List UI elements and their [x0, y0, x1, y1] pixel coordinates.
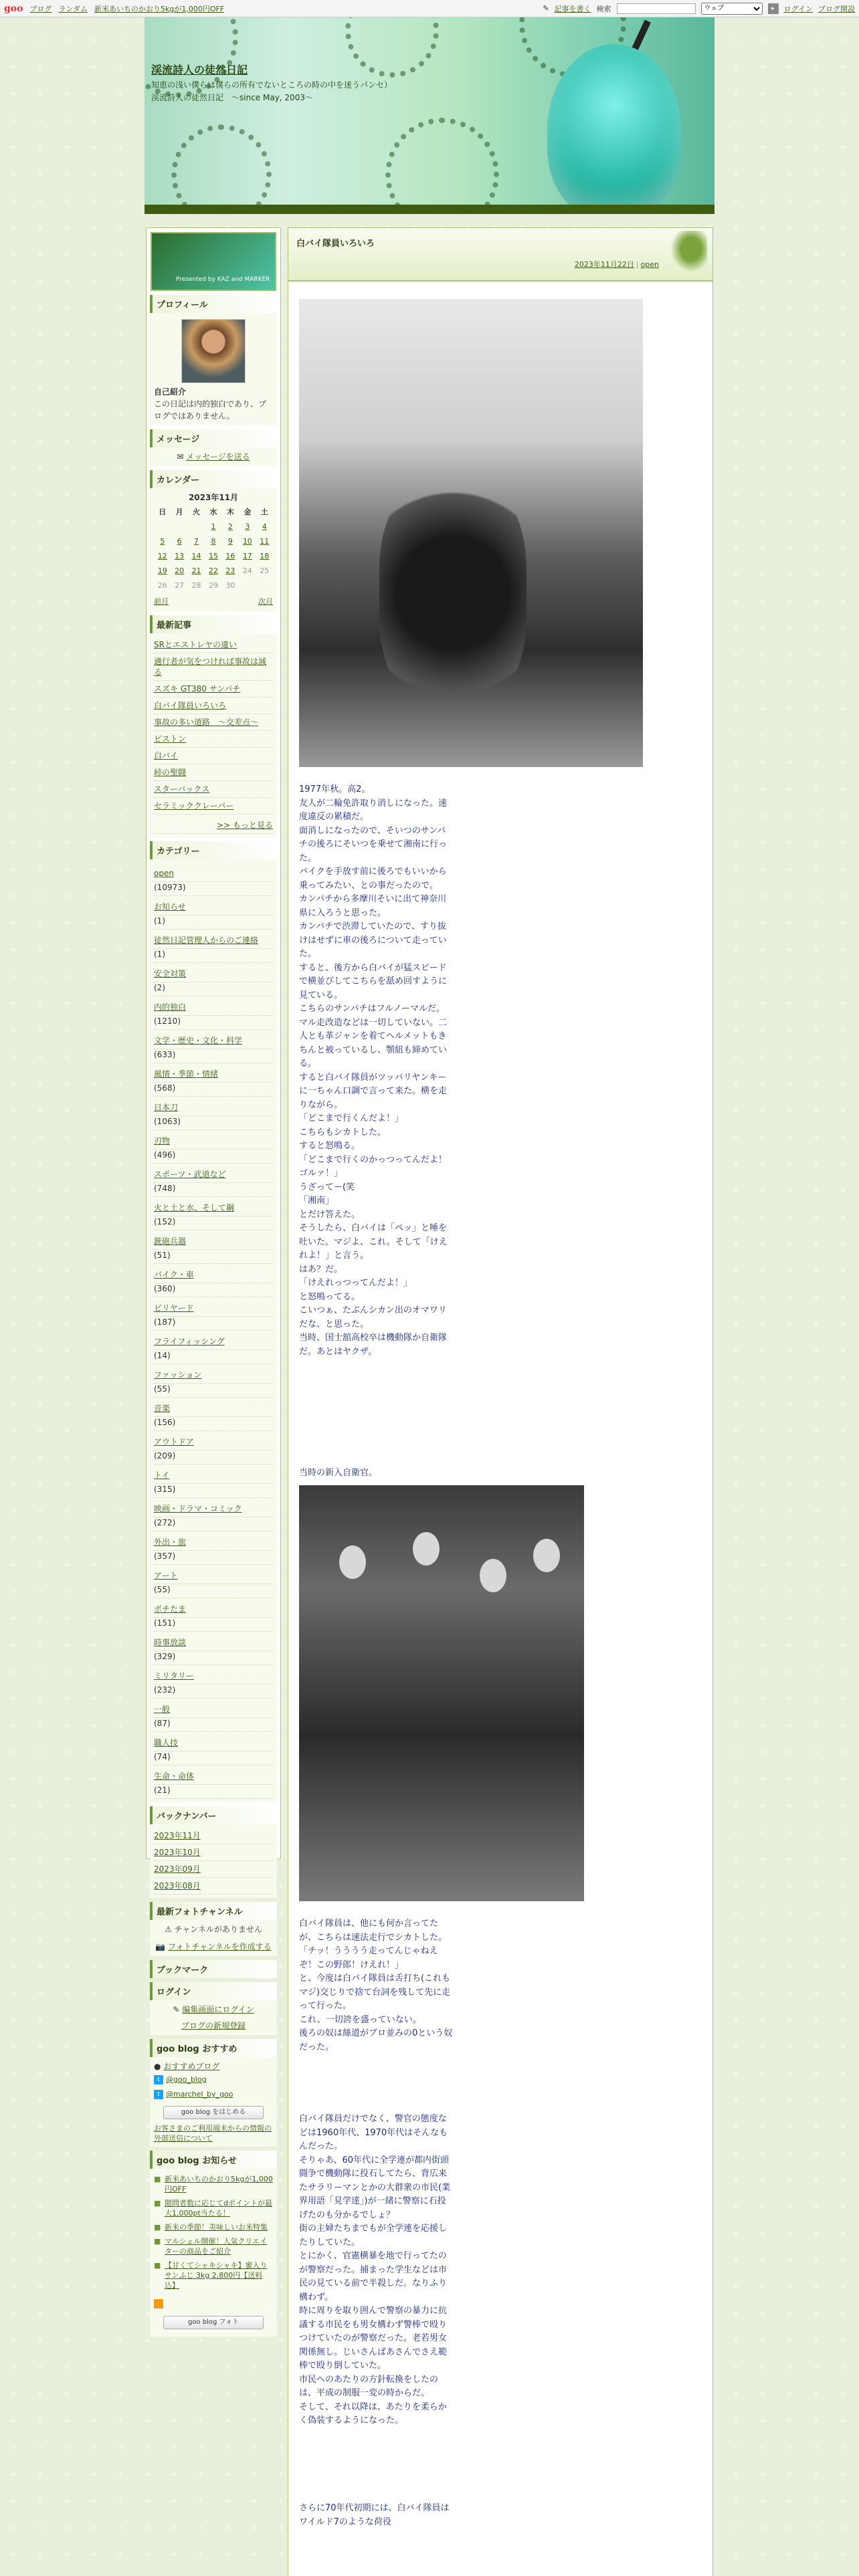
category-item	[154, 1665, 273, 1699]
category-count: (232)	[154, 1685, 176, 1695]
category-item	[154, 1431, 273, 1465]
category-item	[154, 1598, 273, 1632]
photochannel-heading: 最新フォトチャンネル	[150, 1902, 277, 1920]
search-scope-select[interactable]	[701, 3, 763, 15]
bookmark-section	[150, 1960, 277, 1978]
category-item	[154, 1531, 273, 1565]
photochannel-section	[150, 1902, 277, 1956]
category-link[interactable]: スポーツ・武道など	[154, 1166, 273, 1183]
category-link[interactable]: 徒然日記管理人からのご連絡	[154, 932, 273, 949]
rss-icon[interactable]	[154, 2299, 163, 2309]
pencil-icon: ✎	[173, 2005, 180, 2014]
twitter-icon: t	[154, 2075, 163, 2084]
bookmark-heading: ブックマーク	[150, 1960, 277, 1978]
category-count: (10973)	[154, 883, 186, 892]
category-item	[154, 1331, 273, 1364]
calendar-day[interactable]: 10	[242, 537, 252, 546]
motorcycle-silhouette	[379, 473, 527, 714]
avatar	[181, 319, 246, 383]
category-link[interactable]: 映画・ドラマ・コミック	[154, 1501, 273, 1517]
category-link[interactable]: アウトドア	[154, 1434, 273, 1451]
sidebar	[146, 227, 281, 2326]
open-blog-link[interactable]: ブログ開設	[818, 4, 855, 13]
category-count: (14)	[154, 1351, 171, 1360]
category-count: (156)	[154, 1418, 176, 1427]
category-link[interactable]: 刃物	[154, 1133, 273, 1150]
category-link[interactable]: フライフィッシング	[154, 1333, 273, 1350]
category-count: (55)	[154, 1585, 171, 1594]
calendar-next-link[interactable]: 次月	[258, 597, 273, 606]
entry-paragraph: 白バイ隊員だけでなく、警官の態度などは1960年代、1970年代はそんなもんだった。 そりゃあ、60年代に全学連が都内街頭闘争で機動隊に投石してたら、背広来たサラリーマンとかの大群衆の市民(業界用語「見学達」)が一緒に警察に石投げたのも分かるでしょ？ 街の主婦たちまでもが全学連を応援したりしていた。 とにかく、官憲横暴を地で行ってたのが警察だった。捕まった学生などは市民の見ている前で半殺しだ。なりふり構わず。 時に周りを取り囲んで警察の暴力に抗議する市民をも男女構わず警棒で殴りつけていたのが警察だった。老若男女関係無し。じいさんばあさんでさえ範棒で殴り倒していた。 市民へのあたりの方針転換をしたのは、平成の制服一変の時からだ。 そして、それ以降は、あたりを柔らかく偽装するようになった。	[299, 2114, 451, 2426]
category-link[interactable]: アート	[154, 1568, 273, 1584]
entry-paragraph: 1977年秋。高2。 友人が二輪免許取り消しになった。速度違反の累積だ。 面消しになったので、そいつのサンパチの後ろにそいつを乗せて湘南に行った。 バイクを手放す前に後ろでもいいから乗ってみたい、との事だったので。 カンパチから多摩川そいに出て神奈川県に入ろうと思った。 カンパチで渋滞していたので、すり抜けはせずに車の後ろについて走っていた。 すると、後方から白バイが猛スピードで横並びしてこちらを舐め回すように見ている。 こちらのサンパチはフルノーマルだ。マル走改造などは一切していない。二人とも革ジャンを着てヘルメットもきちんと被っているし、顎紐も締めている。 すると白バイ隊員がツッパリヤンキーに一ちゃん口調で言って来た。横を走りながら。 「どこまで行くんだよ！」 こちらもシカトした。 すると怒鳴る。 「どこまで行くのかっつってんだよ！ゴルァ！」 うざってー(笑 「湘南」 とだけ答えた。 そうしたら、白バイは「ペッ」と唾を吐いた。マジよ、これ。そして「けえれよ！」と言う。 はあ？だ。 「けえれっつってんだよ！」 と怒鳴ってる。 こいつぁ、たぶんシカン出のオマワリだな、と思った。 当時、国士舘高校卒は機動隊か自衛隊だ。あとはヤクザ。	[299, 784, 448, 1357]
category-item	[154, 896, 273, 930]
weekday-label: 木	[226, 508, 234, 516]
main-content	[288, 227, 713, 2576]
backnumber-link[interactable]: 2023年10月	[154, 1844, 273, 1861]
edit-login-link[interactable]: 編集画面にログイン	[182, 2005, 254, 2014]
entry-date-link[interactable]: 2023年11月22日	[574, 260, 634, 269]
profile-heading: プロフィール	[150, 295, 277, 313]
calendar-table	[154, 505, 273, 593]
backnumber-link[interactable]: 2023年08月	[154, 1878, 273, 1895]
calendar-prev-link[interactable]: 前月	[154, 597, 169, 606]
category-count: (272)	[154, 1518, 176, 1527]
twitter-link[interactable]: @marchel_by_goo	[166, 2090, 233, 2099]
category-link[interactable]: 音楽	[154, 1400, 273, 1417]
backnumber-link[interactable]: 2023年11月	[154, 1828, 273, 1844]
calendar-day[interactable]: 8	[211, 537, 216, 546]
register-blog-link[interactable]: ブログの新規登録	[181, 2021, 246, 2030]
category-list	[150, 859, 277, 1802]
envelope-icon: ✉	[177, 452, 184, 461]
recent-post-link[interactable]: スズキ GT380 サンパチ	[154, 681, 273, 697]
category-count: (151)	[154, 1618, 176, 1628]
category-item	[154, 1130, 273, 1164]
police-motorcycle-photo	[299, 299, 643, 767]
create-photochannel-link[interactable]: フォトチャンネルを作成する	[168, 1942, 272, 1951]
category-item	[154, 1063, 273, 1097]
calendar-day: 27	[175, 581, 185, 590]
face-shape	[533, 1539, 560, 1572]
calendar-day[interactable]: 11	[260, 537, 270, 546]
category-item	[154, 1498, 273, 1531]
entry-category-link[interactable]: open	[640, 260, 659, 269]
category-link[interactable]: 内的独白	[154, 999, 273, 1016]
entry-title: 白バイ隊員いろいろ	[296, 239, 375, 249]
calendar-day: 25	[260, 566, 270, 575]
login-link[interactable]: ログイン	[783, 4, 813, 13]
calendar-day[interactable]: 18	[260, 552, 270, 560]
category-link[interactable]: open	[154, 865, 273, 882]
calendar-day: 29	[208, 581, 218, 590]
leaf-decoration	[667, 231, 707, 276]
calendar-month: 2023年11月	[188, 493, 239, 502]
login-heading: ログイン	[150, 1982, 277, 2000]
recent-post-link[interactable]: セラミッククレーパー	[154, 798, 273, 815]
category-count: (357)	[154, 1551, 176, 1561]
category-count: (633)	[154, 1050, 176, 1059]
search-label: 検索	[596, 4, 611, 13]
category-heading: カテゴリー	[150, 841, 277, 859]
category-item	[154, 1230, 273, 1264]
calendar-day[interactable]: 1	[211, 522, 216, 531]
recommend-section	[150, 2039, 277, 2147]
weekday-label: 火	[193, 508, 201, 516]
news-heading: goo blog お知らせ	[150, 2151, 277, 2169]
category-count: (1063)	[154, 1117, 181, 1126]
calendar-day[interactable]: 9	[227, 537, 233, 546]
category-count: (152)	[154, 1217, 176, 1226]
topbar-promo-link[interactable]: 新米あいちのかおり5kgが1,000円OFF	[94, 4, 225, 13]
category-count: (568)	[154, 1083, 176, 1093]
category-count: (1)	[154, 916, 165, 926]
face-shape	[480, 1559, 506, 1592]
category-section	[150, 841, 277, 1802]
calendar-day: 24	[242, 566, 252, 575]
topbar-link-blog[interactable]: ブログ	[29, 4, 52, 13]
blog-header	[145, 17, 714, 214]
external-info-link[interactable]: お客さまのご利用端末からの情報の外部送信について	[154, 2124, 272, 2143]
lace-decoration	[385, 118, 499, 214]
category-item	[154, 1030, 273, 1063]
pencil-icon: ✎	[543, 4, 549, 13]
category-item	[154, 1699, 273, 1732]
recommend-blog-link[interactable]: おすすめブログ	[163, 2062, 220, 2071]
no-channel-text: チャンネルがありません	[174, 1925, 262, 1934]
recent-post-link[interactable]: ピストン	[154, 731, 273, 748]
category-item	[154, 1264, 273, 1297]
recent-posts-section	[150, 615, 277, 837]
goo-topbar	[0, 0, 859, 17]
news-link[interactable]: ■ マルシェル開催！人気クリエイターの商品をご紹介	[154, 2234, 273, 2258]
search-go-button[interactable]: ▸	[768, 3, 779, 14]
category-item	[154, 930, 273, 963]
sidebar-banner-caption: Presented by KAZ and MARKER	[176, 276, 270, 283]
category-item	[154, 963, 273, 996]
category-link[interactable]: 風情・季節・情緒	[154, 1066, 273, 1083]
face-shape	[413, 1532, 440, 1566]
category-link[interactable]: 銃砲兵器	[154, 1233, 273, 1250]
category-item	[154, 996, 273, 1030]
search-input[interactable]	[617, 3, 696, 14]
category-link[interactable]: 安全対策	[154, 966, 273, 982]
category-item	[154, 1364, 273, 1398]
header-band	[145, 205, 714, 214]
calendar-day[interactable]: 5	[160, 537, 165, 546]
recruits-photo	[299, 1485, 584, 1901]
recent-more-link[interactable]: >> もっと見る	[154, 817, 273, 834]
drink-glass-image	[547, 44, 681, 214]
calendar-day[interactable]: 23	[225, 566, 235, 575]
twitter-link[interactable]: @goo_blog	[166, 2075, 207, 2084]
calendar-day[interactable]: 2	[227, 522, 233, 531]
sidebar-banner	[151, 232, 276, 291]
category-link[interactable]: 職人技	[154, 1735, 273, 1751]
lace-decoration	[171, 124, 272, 214]
start-goo-blog-button[interactable]: goo blog をはじめる	[163, 2106, 264, 2119]
calendar-day[interactable]: 19	[157, 566, 167, 575]
backnumber-heading: バックナンバー	[150, 1806, 277, 1824]
category-count: (209)	[154, 1451, 176, 1461]
category-count: (187)	[154, 1317, 176, 1327]
category-link[interactable]: 一般	[154, 1701, 273, 1718]
warning-icon: ⚠	[165, 1925, 172, 1934]
category-item	[154, 1164, 273, 1197]
category-link[interactable]: 時事放談	[154, 1634, 273, 1651]
category-link[interactable]: 文学・歴史・文化・科学	[154, 1033, 273, 1049]
entry-meta: 2023年11月22日 | open	[574, 260, 659, 269]
category-item	[154, 1197, 273, 1230]
category-count: (51)	[154, 1251, 171, 1260]
recent-post-link[interactable]: SRとエストレヤの違い	[154, 637, 273, 653]
news-link[interactable]: ■ 新米の季節！美味しいお米特集	[154, 2220, 273, 2234]
category-link[interactable]: 生命・命体	[154, 1768, 273, 1785]
calendar-day[interactable]: 4	[262, 522, 267, 531]
calendar-day: 26	[157, 581, 167, 590]
goo-blog-photo-button[interactable]: goo blog フォト	[163, 2316, 264, 2329]
category-link[interactable]: トイ	[154, 1467, 273, 1484]
calendar-day[interactable]: 13	[175, 552, 185, 560]
camera-icon: 📷	[155, 1942, 166, 1951]
weekday-label: 土	[260, 508, 268, 516]
recent-post-link[interactable]: 適行者が気をつければ事故は減る	[154, 653, 273, 681]
category-item	[154, 1765, 273, 1799]
category-count: (315)	[154, 1485, 176, 1494]
recent-post-link[interactable]: 事故の多い道路 〜交差点〜	[154, 714, 273, 731]
calendar-day: 30	[225, 581, 235, 590]
news-link[interactable]: ■ 新米あいちのかおり5kgが1,000円OFF	[154, 2172, 273, 2196]
calendar-day[interactable]: 17	[242, 552, 252, 560]
backnumber-link[interactable]: 2023年09月	[154, 1861, 273, 1878]
calendar-day[interactable]: 22	[208, 566, 218, 575]
recent-heading: 最新記事	[150, 615, 277, 633]
weekday-label: 日	[159, 508, 167, 516]
topbar-link-random[interactable]: ランダム	[58, 4, 88, 13]
category-item	[154, 1465, 273, 1498]
category-item	[154, 1398, 273, 1431]
calendar-day: 28	[191, 581, 201, 590]
calendar-day[interactable]: 3	[245, 522, 250, 531]
weekday-label: 月	[175, 508, 183, 516]
message-heading: メッセージ	[150, 429, 277, 447]
entry-paragraph: 白バイ隊員は、他にも何か言ってたが、こちらは速法走行でシカトした。 「チッ！うううう走ってんじゃねえぞ！この野郎！けえれ！」 と、今度は白バイ隊員は舌打ち(これもマジ)交じりで捨て台詞を残して先に走って行った。 これ、一切誇を盛っていない。 後ろの奴は絲道がブロ並みの0という奴だった。	[299, 1919, 453, 2052]
lace-decoration	[345, 17, 439, 78]
news-link[interactable]: ■ 閲問者数に応じてdポイントが最大1,000pt当たる！	[154, 2196, 273, 2220]
profile-section	[150, 295, 277, 425]
login-section	[150, 1982, 277, 2035]
calendar-heading: カレンダー	[150, 470, 277, 488]
category-item	[154, 1565, 273, 1598]
weekday-label: 水	[209, 508, 217, 516]
category-count: (21)	[154, 1786, 171, 1795]
category-link[interactable]: バイク・車	[154, 1267, 273, 1283]
category-count: (1)	[154, 950, 165, 959]
category-count: (329)	[154, 1652, 176, 1661]
write-article-link[interactable]: 記事を書く	[554, 4, 591, 13]
news-link[interactable]: ■ 【甘くてシャキシャキ】蜜入りサンふじ 3kg 2,800円【送料込】	[154, 2258, 273, 2292]
category-link[interactable]: お知らせ	[154, 899, 273, 916]
category-link[interactable]: ファッション	[154, 1367, 273, 1384]
category-item	[154, 1097, 273, 1130]
recent-post-link[interactable]: 峠の聖闘	[154, 764, 273, 781]
category-count: (496)	[154, 1150, 176, 1160]
category-link[interactable]: 外出・旅	[154, 1534, 273, 1551]
intro-label: 自己紹介	[154, 387, 187, 397]
calendar-day[interactable]: 16	[225, 552, 235, 560]
recommend-heading: goo blog おすすめ	[150, 2039, 277, 2057]
entry-paragraph: さらに70年代初期には、白バイ隊員はワイルド7のような荷役	[299, 2503, 450, 2527]
calendar-section	[150, 470, 277, 611]
recent-post-link[interactable]: スターバックス	[154, 781, 273, 798]
entry-header	[288, 228, 712, 282]
calendar-day[interactable]: 20	[175, 566, 185, 575]
recent-post-link[interactable]: 白バイ	[154, 748, 273, 764]
category-item	[154, 1632, 273, 1665]
calendar-day[interactable]: 6	[177, 537, 182, 546]
category-link[interactable]: ミリタリー	[154, 1668, 273, 1685]
category-count: (74)	[154, 1752, 171, 1761]
weekday-label: 金	[244, 508, 252, 516]
calendar-day[interactable]: 21	[191, 566, 201, 575]
category-link[interactable]: ポチたま	[154, 1601, 273, 1618]
category-link[interactable]: 火と土と水、そして鋼	[154, 1200, 273, 1216]
category-count: (87)	[154, 1719, 171, 1728]
category-link[interactable]: 日本刀	[154, 1099, 273, 1116]
goo-logo[interactable]: goo	[4, 3, 23, 14]
category-item	[154, 863, 273, 896]
send-message-link[interactable]: メッセージを送る	[186, 452, 250, 461]
category-count: (360)	[154, 1284, 176, 1293]
calendar-day[interactable]: 15	[208, 552, 218, 560]
recent-post-link[interactable]: 白バイ隊員いろいろ	[154, 697, 273, 714]
blog-title[interactable]: 渓流詩人の徒然日記	[151, 64, 248, 76]
category-count: (2)	[154, 983, 165, 992]
category-item	[154, 1297, 273, 1331]
photo-caption: 当時の新入自衛官。	[299, 1468, 378, 1478]
category-count: (55)	[154, 1384, 171, 1394]
backnumber-section	[150, 1806, 277, 1898]
blog-description: 知恵の浅い僕らは僕らの所有でないところの時の中を迷うパンセ） 渓流詩人の徒然日記 〜since May, 2003〜	[151, 80, 397, 102]
topbar-right	[543, 3, 855, 15]
category-item	[154, 1732, 273, 1765]
face-shape	[339, 1545, 366, 1579]
calendar-day[interactable]: 14	[191, 552, 201, 560]
intro-text: この日記は内的独白であり、ブログではありません。	[154, 399, 267, 421]
category-count: (1210)	[154, 1016, 181, 1026]
calendar-day[interactable]: 7	[194, 537, 199, 546]
calendar-day[interactable]: 12	[157, 552, 167, 560]
bullet-icon: ●	[154, 2062, 161, 2071]
news-section	[150, 2151, 277, 2337]
category-link[interactable]: ビリヤード	[154, 1300, 273, 1317]
twitter-icon: t	[154, 2090, 163, 2099]
message-section	[150, 429, 277, 466]
category-count: (748)	[154, 1184, 176, 1193]
